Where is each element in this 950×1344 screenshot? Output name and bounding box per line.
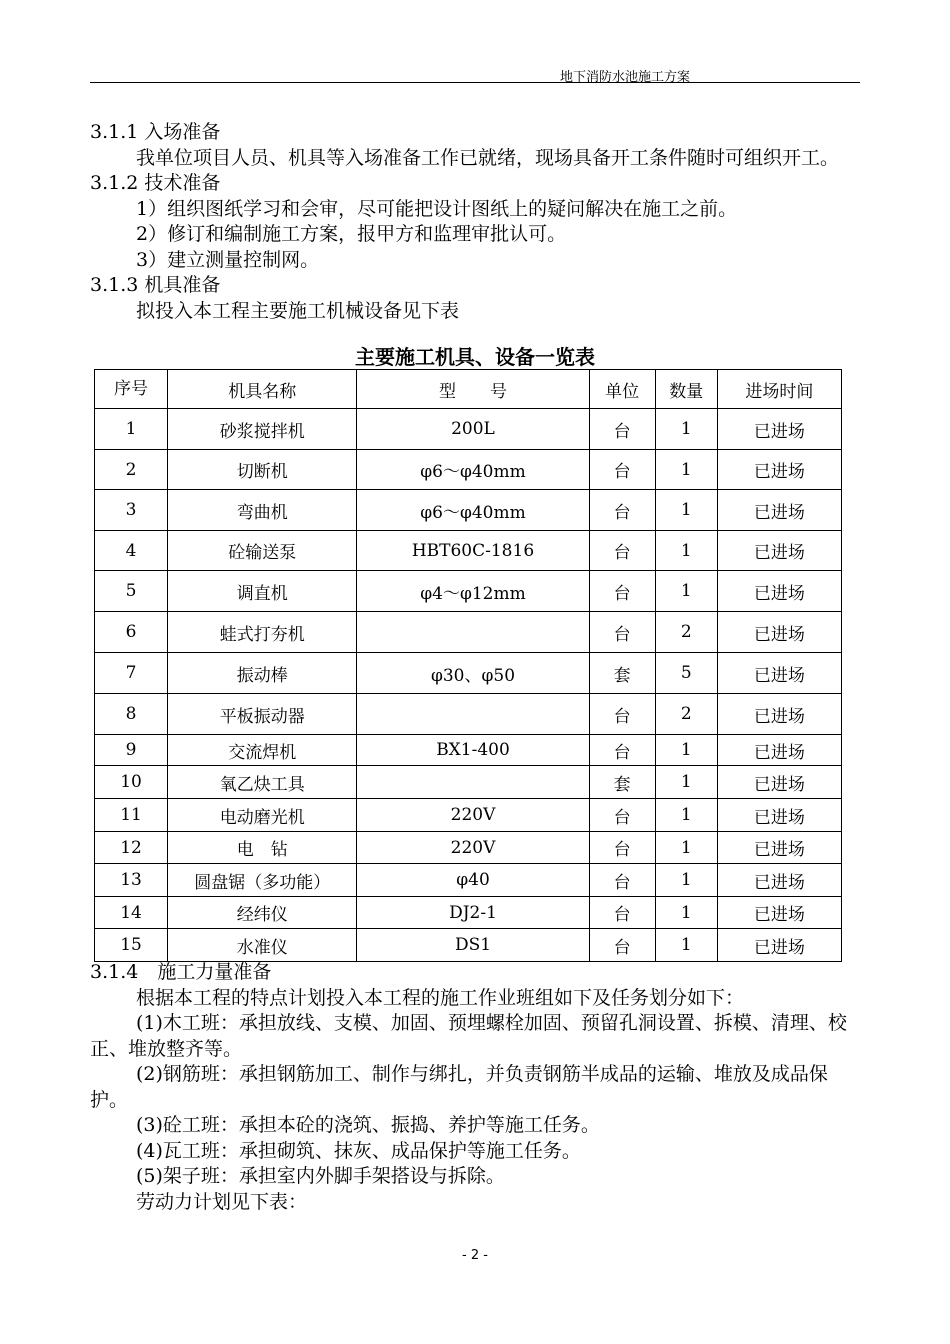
sections-311-313 — [90, 120, 862, 324]
heading-3-1-1: 3.1.1 入场准备 — [90, 121, 221, 143]
cell-time: 已进场 — [717, 897, 841, 929]
table-row — [95, 799, 842, 832]
cell-time: 已进场 — [717, 571, 841, 612]
cell-model — [357, 766, 589, 799]
heading-3-1-3: 3.1.3 机具准备 — [90, 274, 221, 296]
cell-time: 已进场 — [717, 832, 841, 864]
cell-no: 6 — [95, 612, 168, 653]
equipment-table — [94, 369, 842, 962]
cell-name: 水准仪 — [168, 929, 357, 962]
cell-unit: 台 — [589, 832, 655, 864]
cell-unit: 套 — [589, 653, 655, 694]
cell-qty: 1 — [655, 799, 717, 832]
cell-time: 已进场 — [717, 864, 841, 897]
cell-no: 7 — [95, 653, 168, 694]
cell-unit: 台 — [589, 735, 655, 766]
table-row — [95, 735, 842, 766]
cell-model: HBT60C-1816 — [357, 531, 589, 571]
header-unit: 单位 — [589, 370, 655, 409]
cell-model: BX1-400 — [357, 735, 589, 766]
equipment-intro: 拟投入本工程主要施工机械设备见下表 — [136, 299, 460, 322]
labor-plan-intro: 劳动力计划见下表： — [136, 1190, 308, 1213]
cell-name: 交流焊机 — [168, 735, 357, 766]
cell-qty: 1 — [655, 571, 717, 612]
cell-no: 14 — [95, 897, 168, 929]
cell-time: 已进场 — [717, 531, 841, 571]
table-row — [95, 766, 842, 799]
cell-model: φ4～φ12mm — [357, 571, 589, 612]
cell-no: 15 — [95, 929, 168, 962]
cell-qty: 1 — [655, 832, 717, 864]
cell-qty: 1 — [655, 490, 717, 531]
cell-model: 200L — [357, 409, 589, 450]
cell-name: 蛙式打夯机 — [168, 612, 357, 653]
table-row — [95, 571, 842, 612]
cell-time: 已进场 — [717, 450, 841, 490]
cell-unit: 台 — [589, 571, 655, 612]
cell-model: DS1 — [357, 929, 589, 962]
cell-unit: 台 — [589, 450, 655, 490]
cell-name: 振动棒 — [168, 653, 357, 694]
cell-time: 已进场 — [717, 694, 841, 735]
header-no: 序号 — [95, 370, 168, 409]
cell-time: 已进场 — [717, 929, 841, 962]
team-item-3: (3)砼工班：承担本砼的浇筑、振捣、养护等施工任务。 — [136, 1114, 600, 1136]
header-name: 机具名称 — [168, 370, 357, 409]
heading-3-1-4: 3.1.4 施工力量准备 — [90, 961, 272, 983]
cell-name: 经纬仪 — [168, 897, 357, 929]
cell-no: 9 — [95, 735, 168, 766]
page-header — [90, 62, 860, 83]
cell-time: 已进场 — [717, 409, 841, 450]
cell-no: 2 — [95, 450, 168, 490]
cell-name: 砼输送泵 — [168, 531, 357, 571]
table-row — [95, 832, 842, 864]
team-item-1: (1)木工班：承担放线、支模、加固、预埋螺栓加固、预留孔洞设置、拆模、清理、校正、堆放整齐等。 — [90, 1012, 847, 1060]
cell-unit: 台 — [589, 799, 655, 832]
cell-model: DJ2-1 — [357, 897, 589, 929]
cell-time: 已进场 — [717, 735, 841, 766]
cell-time: 已进场 — [717, 799, 841, 832]
cell-qty: 1 — [655, 735, 717, 766]
cell-model: φ40 — [357, 864, 589, 897]
header-qty: 数量 — [655, 370, 717, 409]
cell-time: 已进场 — [717, 612, 841, 653]
cell-model: φ6～φ40mm — [357, 450, 589, 490]
cell-model — [357, 694, 589, 735]
team-item-2: (2)钢筋班：承担钢筋加工、制作与绑扎，并负责钢筋半成品的运输、堆放及成品保护。 — [90, 1063, 828, 1111]
table-row — [95, 864, 842, 897]
cell-name: 弯曲机 — [168, 490, 357, 531]
cell-model: φ30、φ50 — [357, 653, 589, 694]
team-item-5: (5)架子班：承担室内外脚手架搭设与拆除。 — [136, 1165, 505, 1187]
cell-name: 平板振动器 — [168, 694, 357, 735]
cell-time: 已进场 — [717, 653, 841, 694]
table-row — [95, 653, 842, 694]
header-time: 进场时间 — [717, 370, 841, 409]
cell-no: 11 — [95, 799, 168, 832]
cell-name: 调直机 — [168, 571, 357, 612]
equipment-table-body — [95, 409, 842, 962]
cell-no: 1 — [95, 409, 168, 450]
cell-no: 5 — [95, 571, 168, 612]
equipment-table-title: 主要施工机具、设备一览表 — [355, 345, 595, 369]
cell-no: 10 — [95, 766, 168, 799]
cell-name: 氧乙炔工具 — [168, 766, 357, 799]
cell-qty: 1 — [655, 531, 717, 571]
table-row — [95, 897, 842, 929]
cell-model: 220V — [357, 832, 589, 864]
table-header-row — [95, 370, 842, 409]
cell-no: 8 — [95, 694, 168, 735]
cell-qty: 1 — [655, 897, 717, 929]
cell-time: 已进场 — [717, 490, 841, 531]
cell-unit: 台 — [589, 929, 655, 962]
cell-unit: 台 — [589, 409, 655, 450]
table-row — [95, 612, 842, 653]
cell-no: 13 — [95, 864, 168, 897]
cell-name: 圆盘锯（多功能） — [168, 864, 357, 897]
cell-qty: 2 — [655, 694, 717, 735]
paragraph-3-1-1: 我单位项目人员、机具等入场准备工作已就绪，现场具备开工条件随时可组织开工。 — [136, 146, 840, 169]
table-row — [95, 450, 842, 490]
team-item-4: (4)瓦工班：承担砌筑、抹灰、成品保护等施工任务。 — [136, 1139, 581, 1162]
cell-unit: 台 — [589, 531, 655, 571]
cell-time: 已进场 — [717, 766, 841, 799]
header-model: 型 号 — [357, 370, 589, 409]
section-3-1-4 — [90, 960, 862, 1215]
cell-qty: 1 — [655, 929, 717, 962]
cell-model: 220V — [357, 799, 589, 832]
cell-name: 切断机 — [168, 450, 357, 490]
cell-unit: 台 — [589, 897, 655, 929]
cell-name: 电动磨光机 — [168, 799, 357, 832]
cell-qty: 1 — [655, 450, 717, 490]
cell-qty: 1 — [655, 409, 717, 450]
page-number: - 2 - — [462, 1248, 488, 1263]
table-row — [95, 531, 842, 571]
cell-model: φ6～φ40mm — [357, 490, 589, 531]
tech-item-2: 2）修订和编制施工方案，报甲方和监理审批认可。 — [136, 223, 567, 245]
cell-unit: 套 — [589, 766, 655, 799]
table-row — [95, 929, 842, 962]
cell-unit: 台 — [589, 490, 655, 531]
table-row — [95, 694, 842, 735]
cell-qty: 1 — [655, 766, 717, 799]
cell-unit: 台 — [589, 864, 655, 897]
cell-model — [357, 612, 589, 653]
heading-3-1-2: 3.1.2 技术准备 — [90, 172, 221, 194]
cell-unit: 台 — [589, 694, 655, 735]
cell-unit: 台 — [589, 612, 655, 653]
tech-item-1: 1）组织图纸学习和会审，尽可能把设计图纸上的疑问解决在施工之前。 — [136, 197, 738, 220]
cell-qty: 2 — [655, 612, 717, 653]
cell-name: 电 钻 — [168, 832, 357, 864]
cell-no: 12 — [95, 832, 168, 864]
cell-no: 4 — [95, 531, 168, 571]
table-row — [95, 490, 842, 531]
team-intro: 根据本工程的特点计划投入本工程的施工作业班组如下及任务划分如下： — [136, 986, 745, 1009]
cell-qty: 1 — [655, 864, 717, 897]
cell-qty: 5 — [655, 653, 717, 694]
table-row — [95, 409, 842, 450]
tech-item-3: 3）建立测量控制网。 — [136, 248, 320, 271]
cell-name: 砂浆搅拌机 — [168, 409, 357, 450]
document-title: 地下消防水池施工方案 — [559, 70, 690, 85]
cell-no: 3 — [95, 490, 168, 531]
